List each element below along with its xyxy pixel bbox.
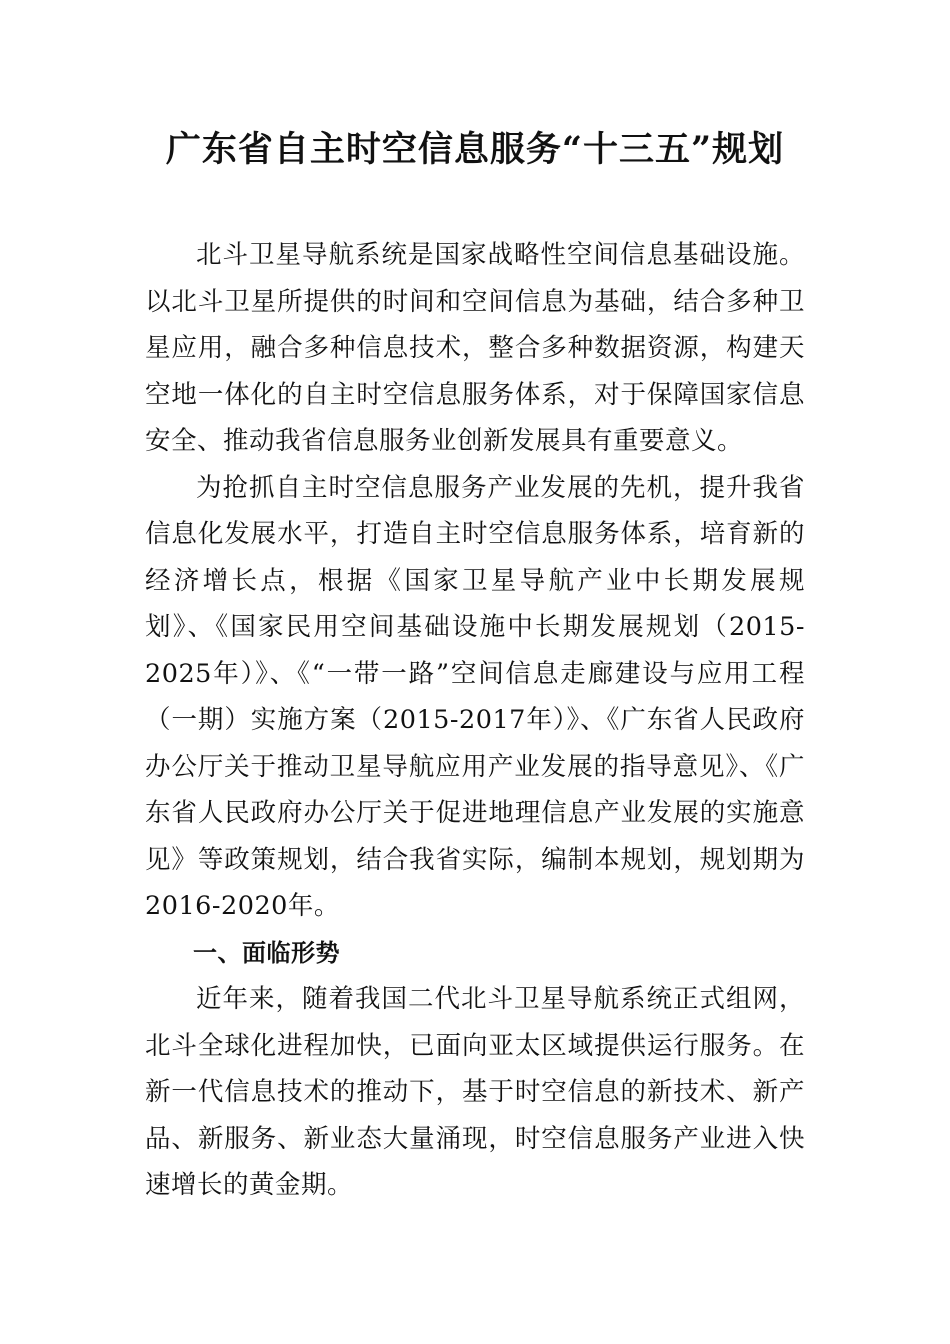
document-body: [145, 232, 805, 1209]
paragraph-basis: 为抢抓自主时空信息服务产业发展的先机，提升我省信息化发展水平，打造自主时空信息服务体系，培育新的经济增长点，根据《国家卫星导航产业中长期发展规划》、《国家民用空间基础设施中长期发展规划（2015-2025年）》、《“一带一路”空间信息走廊建设与应用工程（一期）实施方案（2015-2017年）》、《广东省人民政府办公厅关于推动卫星导航应用产业发展的指导意见》、《广东省人民政府办公厅关于促进地理信息产业发展的实施意见》等政策规划，结合我省实际，编制本规划，规划期为2016-2020年。: [145, 472, 805, 921]
document-title: 广东省自主时空信息服务“十三五”规划: [165, 129, 785, 170]
paragraph-intro: 北斗卫星导航系统是国家战略性空间信息基础设施。以北斗卫星所提供的时间和空间信息为基础，结合多种卫星应用，融合多种信息技术，整合多种数据资源，构建天空地一体化的自主时空信息服务体系，对于保障国家信息安全、推动我省信息服务业创新发展具有重要意义。: [145, 240, 805, 456]
paragraph-situation: 近年来，随着我国二代北斗卫星导航系统正式组网，北斗全球化进程加快，已面向亚太区域提供运行服务。在新一代信息技术的推动下，基于时空信息的新技术、新产品、新服务、新业态大量涌现，时空信息服务产业进入快速增长的黄金期。: [145, 984, 805, 1200]
section-heading: 一、面临形势: [193, 938, 340, 967]
